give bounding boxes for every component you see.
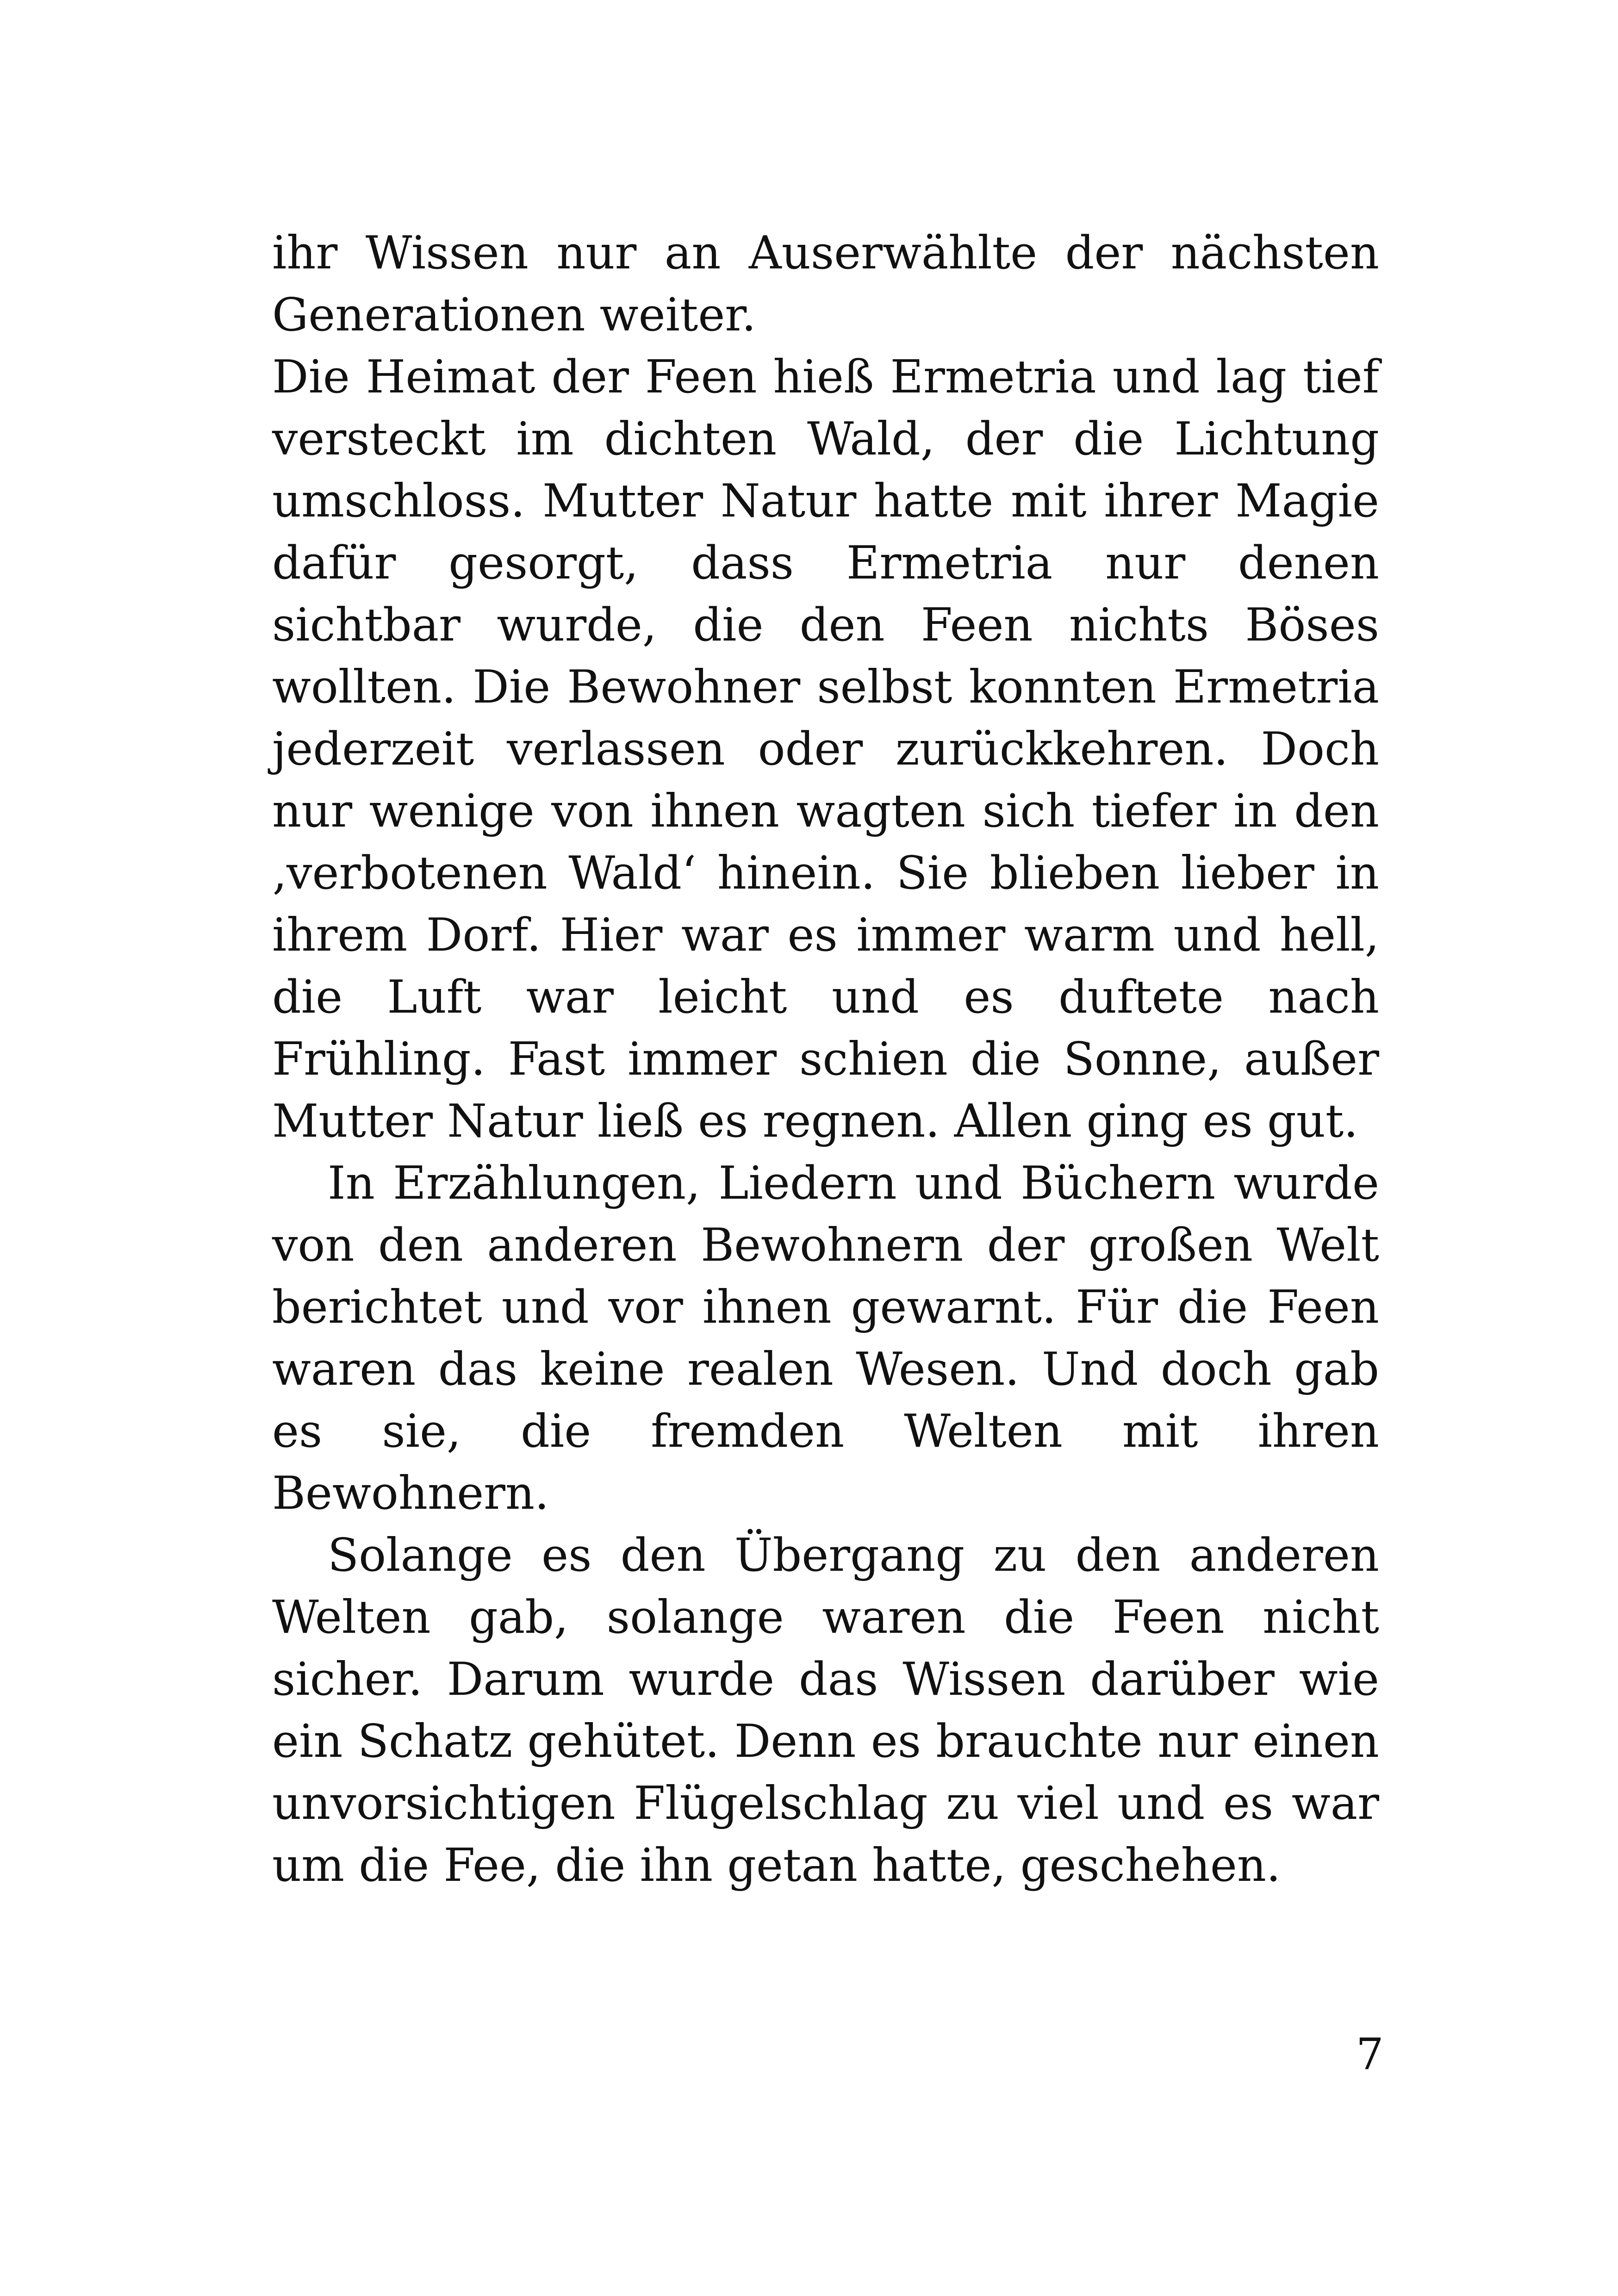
- paragraph-uebergang: Solange es den Übergang zu den anderen Welten gab, solange waren die Feen nicht sicher. Darum wurde das Wissen darüber wie ein Schatz gehütet. Denn es brauchte nur einen unvorsichtigen Flügelschlag zu viel und es war um die Fee, die ihn getan hatte, geschehen.: [272, 1529, 1379, 1892]
- paragraph-erzaehlungen: In Erzählungen, Liedern und Büchern wurde von den anderen Bewohnern der großen Welt berichtet und vor ihnen gewarnt. Für die Feen waren das keine realen Wesen. Und doch gab es sie, die fremden Welten mit ihren Bewohnern.: [272, 1157, 1379, 1520]
- body-text: [272, 222, 1379, 1897]
- paragraph-heimat: Die Heimat der Feen hieß Ermetria und lag tief versteckt im dichten Wald, der die Lichtung umschloss. Mutter Natur hatte mit ihrer Magie dafür gesorgt, dass Ermetria nur denen sichtbar wurde, die den Feen nichts Böses wollten. Die Bewohner selbst konnten Ermetria jederzeit verlassen oder zurückkehren. Doch nur wenige von ihnen wagten sich tiefer in den ‚verbotenen Wald‘ hinein. Sie blieben lieber in ihrem Dorf. Hier war es immer warm und hell, die Luft war leicht und es duftete nach Frühling. Fast immer schien die Sonne, außer Mutter Natur ließ es regnen. Allen ging es gut.: [272, 351, 1379, 1148]
- page-number: 7: [1356, 2029, 1384, 2080]
- paragraph-continued: ihr Wissen nur an Auserwählte der nächsten Generationen weiter.: [272, 227, 1379, 342]
